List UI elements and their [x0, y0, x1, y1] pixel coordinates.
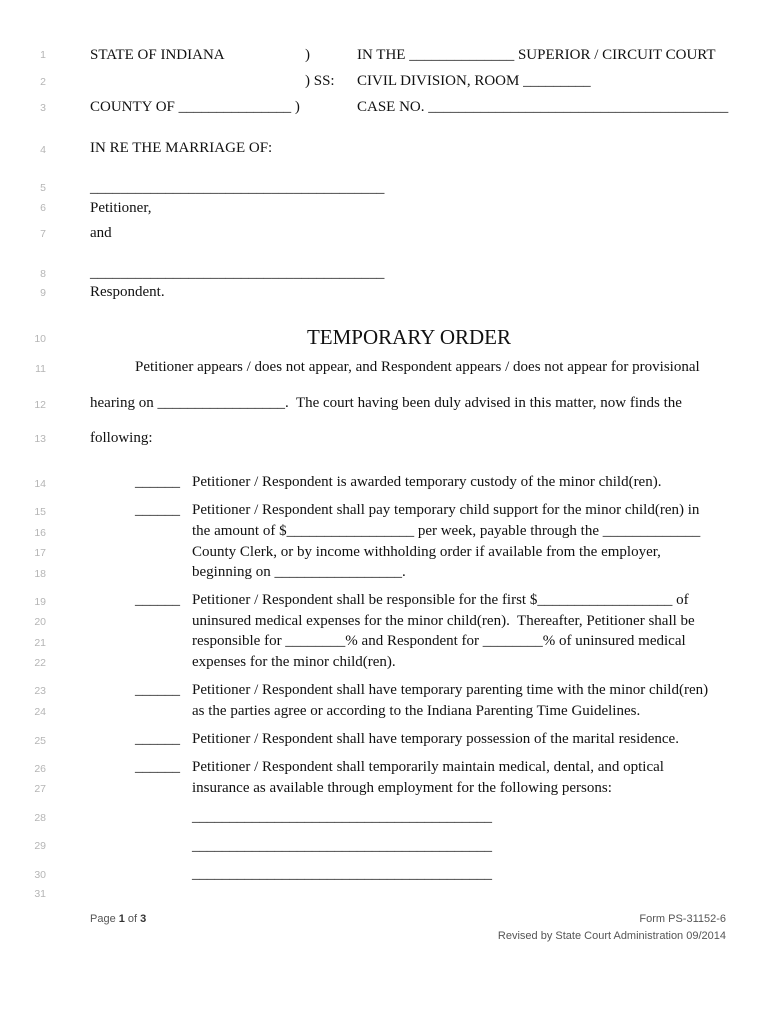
- line-number: 22: [34, 657, 46, 669]
- caption-court: IN THE ______________ SUPERIOR / CIRCUIT COURT: [357, 47, 716, 63]
- line-number: 18: [34, 568, 46, 580]
- respondent-label: Respondent.: [90, 284, 165, 300]
- line-number: 1: [40, 49, 46, 61]
- respondent-name-blank: _______________________________________: [90, 265, 385, 281]
- item-support-line: County Clerk, or by income withholding order if available from the employer,: [192, 544, 661, 560]
- person-blank: ________________________________________: [192, 809, 492, 825]
- item-parenting-line: as the parties agree or according to the Indiana Parenting Time Guidelines.: [192, 703, 641, 719]
- line-number: 12: [34, 399, 46, 411]
- line-number: 5: [40, 182, 46, 194]
- line-number: 13: [34, 433, 46, 445]
- item-check-blank: ______: [135, 502, 180, 518]
- caption-case-no: CASE NO. ________________________________________: [357, 99, 729, 115]
- line-number: 29: [34, 840, 46, 852]
- line-number: 16: [34, 527, 46, 539]
- item-support-line: beginning on _________________.: [192, 564, 406, 580]
- item-insurance-line: insurance as available through employment for the following persons:: [192, 780, 612, 796]
- item-check-blank: ______: [135, 682, 180, 698]
- line-number: 2: [40, 76, 46, 88]
- caption-county: COUNTY OF _______________ ): [90, 99, 300, 115]
- item-parenting-line: Petitioner / Respondent shall have temporary parenting time with the minor child(ren): [192, 682, 709, 698]
- line-number: 23: [34, 685, 46, 697]
- person-blank: ________________________________________: [192, 838, 492, 854]
- line-number: 6: [40, 202, 46, 214]
- item-custody: Petitioner / Respondent is awarded temporary custody of the minor child(ren).: [192, 474, 662, 490]
- line-number: 8: [40, 268, 46, 280]
- intro-line-1: Petitioner appears / does not appear, and Respondent appears / does not appear for provisional: [135, 359, 700, 375]
- line-number: 10: [34, 333, 46, 345]
- item-check-blank: ______: [135, 592, 180, 608]
- and-label: and: [90, 225, 112, 241]
- line-number: 21: [34, 637, 46, 649]
- line-number: 11: [35, 363, 46, 375]
- line-number: 15: [34, 506, 46, 518]
- in-re-heading: IN RE THE MARRIAGE OF:: [90, 140, 273, 156]
- line-number: 28: [34, 812, 46, 824]
- intro-line-2: hearing on _________________. The court having been duly advised in this matter, now finds the: [90, 395, 682, 411]
- item-check-blank: ______: [135, 759, 180, 775]
- item-check-blank: ______: [135, 474, 180, 490]
- item-support-line: Petitioner / Respondent shall pay temporary child support for the minor child(ren) in: [192, 502, 700, 518]
- line-number: 27: [34, 783, 46, 795]
- line-number: 14: [34, 478, 46, 490]
- line-number: 17: [34, 547, 46, 559]
- revision-note: Revised by State Court Administration 09/2014: [497, 930, 726, 942]
- line-number: 26: [34, 763, 46, 775]
- line-number: 31: [34, 888, 46, 900]
- caption-paren: ): [305, 47, 310, 63]
- caption-state: STATE OF INDIANA: [90, 47, 225, 63]
- item-check-blank: ______: [135, 731, 180, 747]
- item-residence: Petitioner / Respondent shall have temporary possession of the marital residence.: [192, 731, 679, 747]
- intro-line-3: following:: [90, 430, 153, 446]
- page-indicator: Page 1 of 3: [90, 913, 147, 925]
- petitioner-name-blank: _______________________________________: [90, 180, 385, 196]
- item-medical-line: Petitioner / Respondent shall be responsible for the first $__________________ of: [192, 592, 689, 608]
- page-title: TEMPORARY ORDER: [306, 325, 511, 349]
- item-support-line: the amount of $_________________ per week, payable through the _____________: [192, 523, 701, 539]
- item-insurance-line: Petitioner / Respondent shall temporarily maintain medical, dental, and optical: [192, 759, 664, 775]
- line-number: 7: [40, 228, 46, 240]
- line-number: 9: [40, 287, 46, 299]
- item-medical-line: uninsured medical expenses for the minor child(ren). Thereafter, Petitioner shall be: [192, 613, 695, 629]
- caption-ss: ) SS:: [305, 73, 335, 89]
- item-medical-line: expenses for the minor child(ren).: [192, 654, 396, 670]
- line-number: 25: [34, 735, 46, 747]
- line-number: 30: [34, 869, 46, 881]
- petitioner-label: Petitioner,: [90, 200, 152, 216]
- line-number: 20: [34, 616, 46, 628]
- line-number: 4: [40, 144, 46, 156]
- caption-division: CIVIL DIVISION, ROOM _________: [357, 73, 591, 89]
- line-number: 24: [34, 706, 46, 718]
- form-number: Form PS-31152-6: [639, 913, 726, 925]
- item-medical-line: responsible for ________% and Respondent for ________% of uninsured medical: [192, 633, 686, 649]
- line-number: 19: [34, 596, 46, 608]
- line-number: 3: [40, 102, 46, 114]
- person-blank: ________________________________________: [192, 866, 492, 882]
